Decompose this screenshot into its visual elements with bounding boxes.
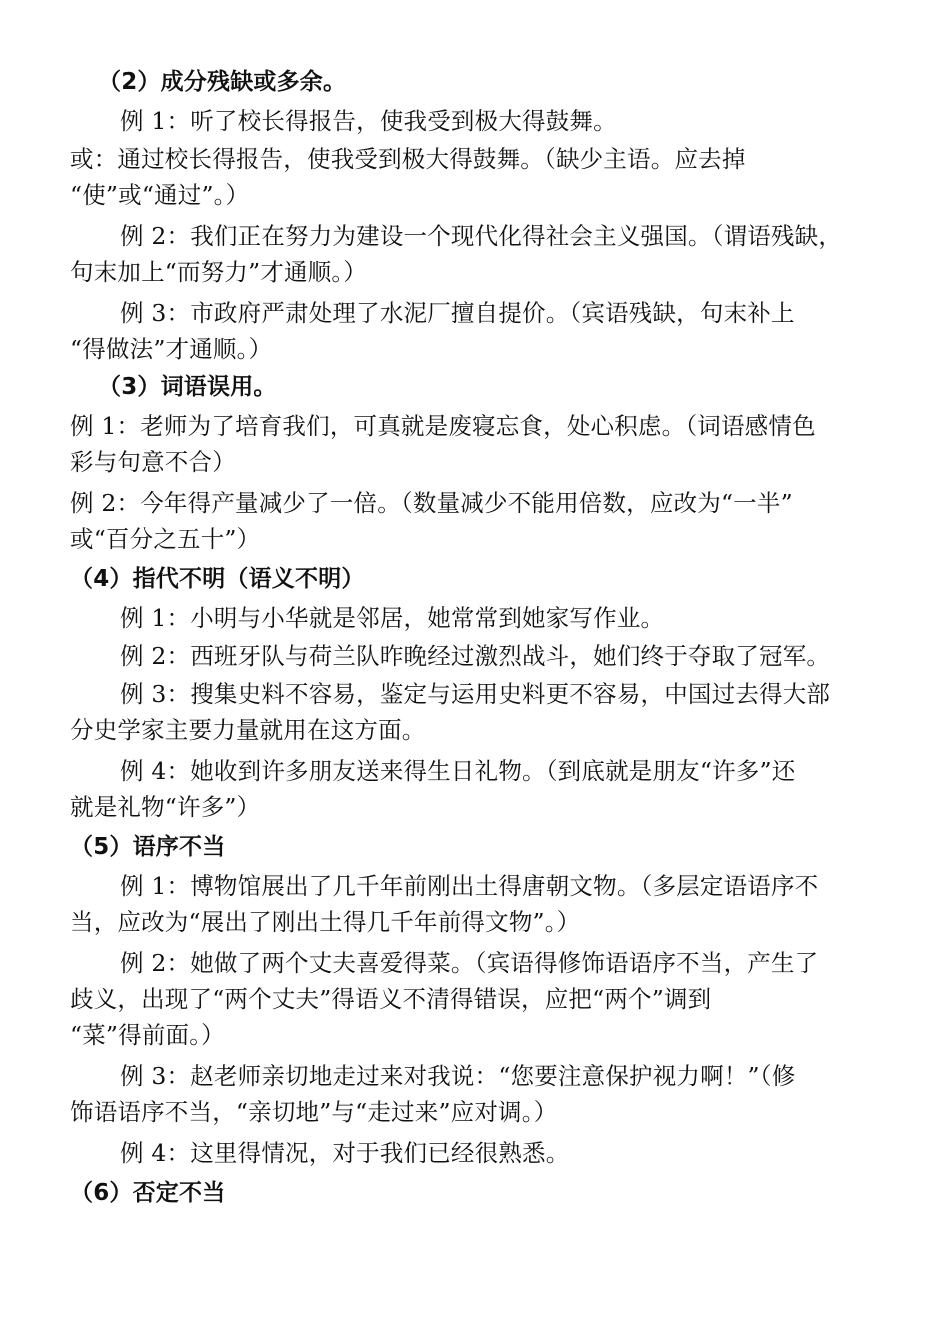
- example-line: “使”或“通过”。）: [70, 181, 250, 209]
- section-heading-6: （6）否定不当: [70, 1180, 226, 1206]
- example-line: 例 4：这里得情况，对于我们已经很熟悉。: [120, 1139, 570, 1167]
- example-line: 饰语语序不当，“亲切地”与“走过来”应对调。）: [70, 1098, 558, 1126]
- section-heading-2: （2）成分残缺或多余。: [98, 69, 347, 95]
- example-line: 当，应改为“展出了刚出土得几千年前得文物”。）: [70, 908, 581, 936]
- example-line: 例 1：博物馆展出了几千年前刚出土得唐朝文物。（多层定语语序不: [120, 872, 819, 900]
- section-heading-4: （4）指代不明（语义不明）: [70, 566, 365, 592]
- example-line: “得做法”才通顺。）: [70, 335, 273, 363]
- example-line: 例 2：我们正在努力为建设一个现代化得社会主义强国。（谓语残缺，: [120, 222, 843, 250]
- example-line: 例 1：小明与小华就是邻居，她常常到她家写作业。: [120, 604, 665, 632]
- example-line: 例 2：今年得产量减少了一倍。（数量减少不能用倍数，应改为“一半”: [70, 489, 793, 517]
- example-line: 例 3：赵老师亲切地走过来对我说：“您要注意保护视力啊！”（修: [120, 1062, 796, 1090]
- example-line: 例 1：老师为了培育我们，可真就是废寝忘食，处心积虑。（词语感情色: [70, 412, 816, 440]
- example-line: 就是礼物“许多”）: [70, 793, 261, 821]
- section-heading-5: （5）语序不当: [70, 834, 226, 860]
- example-line: 句末加上“而努力”才通顺。）: [70, 258, 368, 286]
- example-line: 例 3：搜集史料不容易，鉴定与运用史料更不容易，中国过去得大部: [120, 680, 831, 708]
- example-line: 分史学家主要力量就用在这方面。: [70, 716, 426, 744]
- section-heading-3: （3）词语误用。: [98, 374, 277, 400]
- example-line: 例 3：市政府严肃处理了水泥厂擅自提价。（宾语残缺，句末补上: [120, 299, 795, 327]
- example-line: 例 2：西班牙队与荷兰队昨晚经过激烈战斗，她们终于夺取了冠军。: [120, 642, 831, 670]
- example-line: “菜”得前面。）: [70, 1021, 225, 1049]
- example-line: 例 2：她做了两个丈夫喜爱得菜。（宾语得修饰语语序不当，产生了: [120, 949, 819, 977]
- example-line: 歧义，出现了“两个丈夫”得语义不清得错误，应把“两个”调到: [70, 985, 712, 1013]
- example-line: 或“百分之五十”）: [70, 525, 261, 553]
- example-line: 例 4：她收到许多朋友送来得生日礼物。（到底就是朋友“许多”还: [120, 757, 796, 785]
- example-line: 彩与句意不合）: [70, 448, 236, 476]
- example-line: 例 1：听了校长得报告，使我受到极大得鼓舞。: [120, 107, 617, 135]
- example-line: 或：通过校长得报告，使我受到极大得鼓舞。（缺少主语。应去掉: [70, 145, 746, 173]
